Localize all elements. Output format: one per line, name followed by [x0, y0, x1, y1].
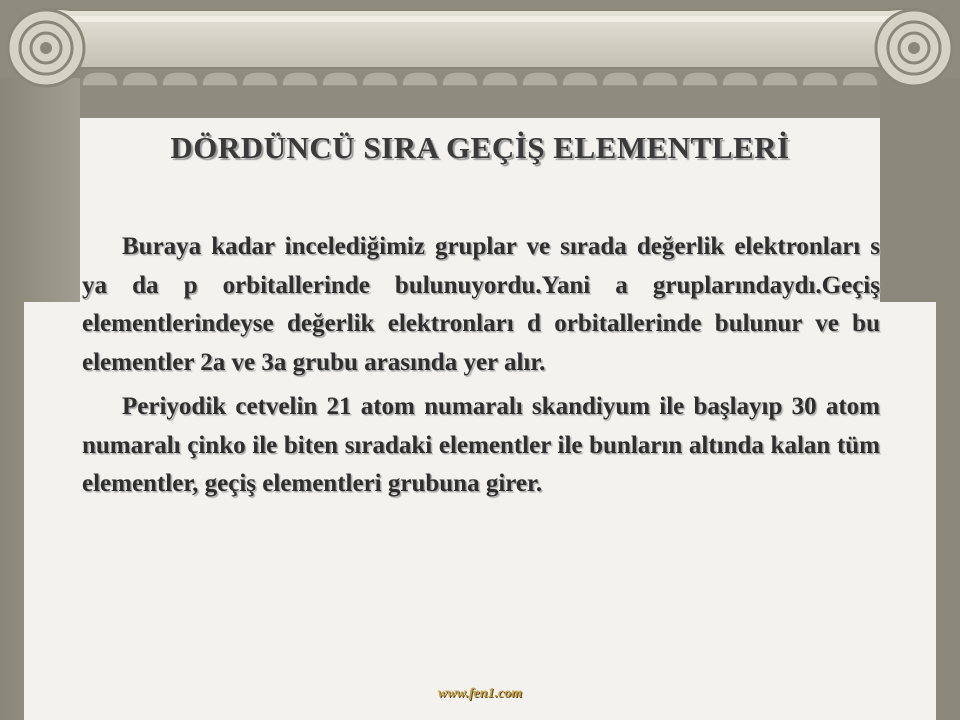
- paragraph-1: Buraya kadar incelediğimiz gruplar ve sırada değerlik elektronları s ya da p orbitallerinde bulunuyordu.Yani a gruplarındaydı.Geçiş elementlerindeyse değerlik elektronları d orbitallerinde bulunur ve bu elementler 2a ve 3a grubu arasında yer alır.: [82, 233, 880, 376]
- left-volute-icon: [8, 10, 84, 86]
- right-volute-icon: [876, 10, 952, 86]
- slide-body: [82, 228, 880, 510]
- slide-title: DÖRDÜNCÜ SIRA GEÇİŞ ELEMENTLERİ: [170, 130, 790, 165]
- footer-watermark: www.fen1.com: [437, 686, 523, 701]
- paragraph-2: Periyodik cetvelin 21 atom numaralı skandiyum ile başlayıp 30 atom numaralı çinko ile biten sıradaki elementler ile bunların altında kalan tüm elementler, geçiş elementleri grubuna girer.: [82, 393, 880, 497]
